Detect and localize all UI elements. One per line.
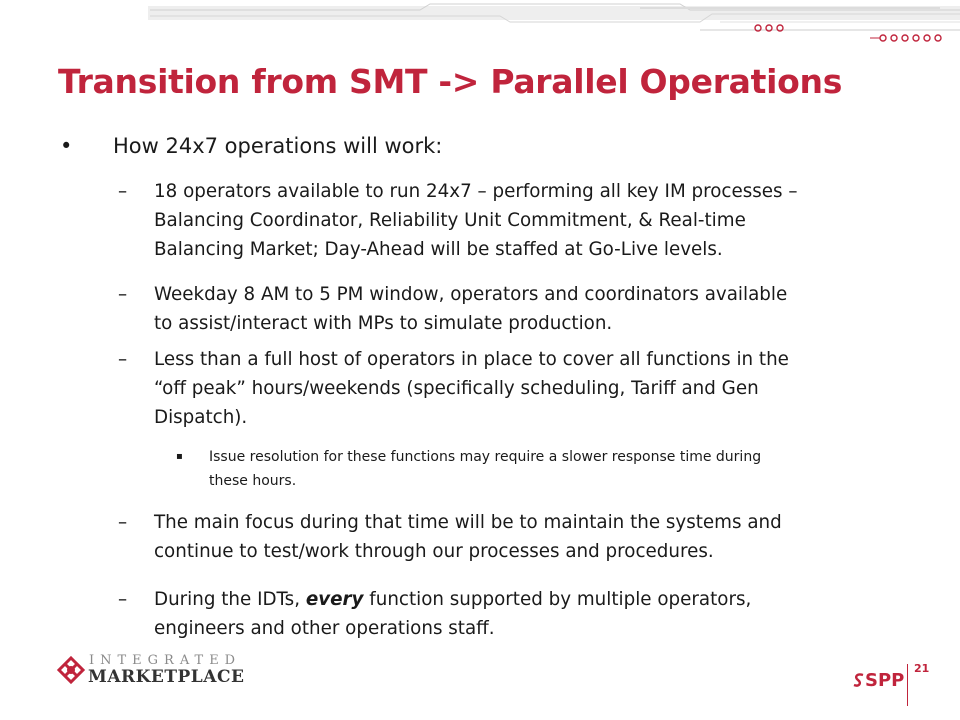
text-run: function supported by multiple operators,	[363, 589, 752, 610]
spp-swirl-icon	[853, 673, 865, 687]
text-line: to assist/interact with MPs to simulate production.	[154, 313, 613, 334]
sub-bullet-text	[154, 177, 894, 264]
emphasis-text: every	[305, 589, 364, 610]
sub-bullet-text	[154, 508, 894, 566]
bullet-marker: •	[60, 134, 73, 158]
page-number: 21	[914, 662, 930, 675]
text-line: Balancing Coordinator, Reliability Unit Commitment, & Real-time	[154, 210, 746, 231]
dash-marker: –	[118, 349, 128, 370]
text-line: 18 operators available to run 24x7 – performing all key IM processes –	[154, 181, 798, 202]
text-line	[154, 585, 894, 614]
text-line: Weekday 8 AM to 5 PM window, operators and coordinators available	[154, 284, 788, 305]
text-line: these hours.	[209, 473, 297, 489]
text-line: Balancing Market; Day-Ahead will be staffed at Go-Live levels.	[154, 239, 723, 260]
text-line: Dispatch).	[154, 407, 248, 428]
dash-marker: –	[118, 284, 128, 305]
text-line: Issue resolution for these functions may require a slower response time during	[209, 449, 762, 465]
text-line: continue to test/work through our processes and procedures.	[154, 541, 714, 562]
sub-bullet-text	[154, 585, 894, 643]
square-marker: ▪	[176, 451, 183, 462]
slide-title: Transition from SMT -> Parallel Operations	[58, 62, 843, 101]
marketplace-logo-icon	[56, 655, 86, 685]
text-line: Less than a full host of operators in place to cover all functions in the	[154, 349, 789, 370]
dash-marker: –	[118, 589, 128, 610]
sub-bullet-text	[154, 280, 894, 338]
circuit-header-decoration	[0, 0, 960, 60]
bullet-text: How 24x7 operations will work:	[113, 134, 443, 158]
spp-logo-text: SPP	[865, 670, 905, 691]
text-line: engineers and other operations staff.	[154, 618, 495, 639]
sub-sub-bullet-text	[209, 445, 889, 493]
text-line: The main focus during that time will be to maintain the systems and	[154, 512, 782, 533]
spp-logo	[853, 668, 903, 698]
dash-marker: –	[118, 181, 128, 202]
sub-bullet-text	[154, 345, 894, 432]
text-line: “off peak” hours/weekends (specifically scheduling, Tariff and Gen	[154, 378, 759, 399]
footer-divider	[907, 664, 908, 706]
logo-text-top: INTEGRATED	[89, 653, 242, 668]
integrated-marketplace-logo	[56, 653, 256, 689]
text-run: During the IDTs,	[154, 589, 306, 610]
logo-text-bottom: MARKETPLACE	[88, 667, 245, 687]
dash-marker: –	[118, 512, 128, 533]
